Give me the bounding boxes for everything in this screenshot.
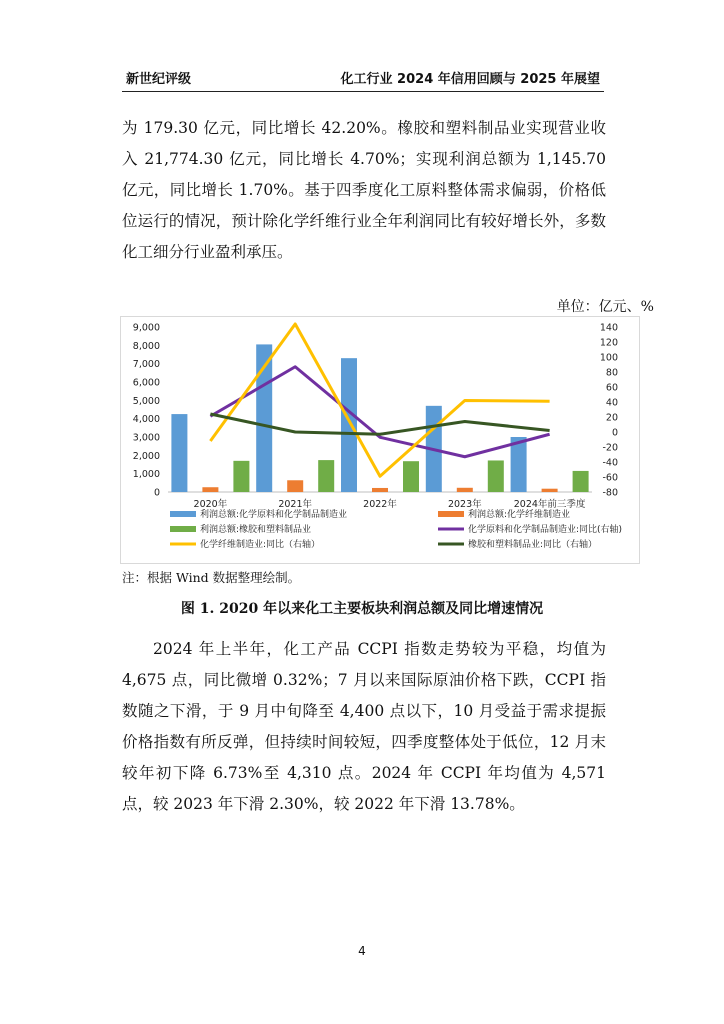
left-axis-tick: 1,000 <box>132 469 160 481</box>
left-axis-tick: 7,000 <box>132 359 160 371</box>
right-axis-tick: -20 <box>602 442 618 454</box>
legend-label: 利润总额:化学纤维制造业 <box>468 510 571 520</box>
legend-label: 利润总额:橡胶和塑料制品业 <box>200 525 312 535</box>
chart-note: 注：根据 Wind 数据整理绘制。 <box>122 570 301 585</box>
legend-swatch <box>170 511 196 517</box>
category-label: 2024年前三季度 <box>513 499 586 510</box>
right-axis-tick: 40 <box>605 397 618 409</box>
left-axis-tick: 9,000 <box>132 322 160 334</box>
left-axis-tick: 5,000 <box>132 395 160 407</box>
bar-series-1 <box>341 358 357 492</box>
category-label: 2022年 <box>363 499 397 510</box>
legend-label: 利润总额:化学原料和化学制品制造业 <box>200 510 348 520</box>
right-axis-tick: -40 <box>602 457 618 469</box>
left-axis-tick: 2,000 <box>132 450 160 462</box>
category-label: 2020年 <box>193 499 228 510</box>
right-axis-tick: 20 <box>605 412 618 424</box>
right-axis-tick: -80 <box>602 487 618 499</box>
header-divider <box>122 91 604 92</box>
bar-series-3 <box>403 461 419 492</box>
bar-series-1 <box>171 414 187 492</box>
left-axis-tick: 3,000 <box>132 432 160 444</box>
paragraph-1: 为 179.30 亿元，同比增长 42.20%。橡胶和塑料制品业实现营业收入 21,774.30 亿元，同比增长 4.70%；实现利润总额为 1,145.70 亿元，同比增长 1.70%。基于四季度化工原料整体需求偏弱，价格低位运行的情况，预计除化学纤维行业全年利润同比有较好增长外，多数化工细分行业盈利承压。 <box>122 119 606 261</box>
paragraph-2: 2024 年上半年，化工产品 CCPI 指数走势较为平稳，均值为 4,675 点，同比微增 0.32%；7 月以来国际原油价格下跌，CCPI 指数随之下滑，于 9 月中旬降至 4,400 点以下，10 月受益于需求提振价格指数有所反弹，但持续时间较短，四季度整体处于低位，12 月末较年初下降 6.73%至 4,310 点。2024 年 CCPI 年均值为 4,571 点，较 2023 年下滑 2.30%，较 2022 年下滑 13.78%。 <box>122 640 606 813</box>
legend-swatch <box>170 526 196 532</box>
right-axis-tick: 140 <box>599 322 618 334</box>
unit-label: 单位：亿元、% <box>556 299 654 315</box>
left-axis-tick: 4,000 <box>132 414 160 426</box>
right-axis-tick: 100 <box>599 352 618 364</box>
profit-chart <box>120 316 640 564</box>
right-axis-tick: 120 <box>599 337 618 349</box>
legend-label: 化学原料和化学制品制造业:同比(右轴) <box>468 525 623 535</box>
legend-label: 橡胶和塑料制品业:同比（右轴） <box>468 540 598 550</box>
left-axis-tick: 8,000 <box>132 340 160 352</box>
category-label: 2021年 <box>278 499 313 510</box>
legend-swatch <box>438 511 464 517</box>
header-report-title: 化工行业 2024 年信用回顾与 2025 年展望 <box>340 72 600 87</box>
bar-series-2 <box>542 489 558 492</box>
right-axis-tick: 0 <box>611 427 618 439</box>
right-axis-tick: 60 <box>605 382 618 394</box>
left-axis-tick: 6,000 <box>132 377 160 389</box>
bar-series-2 <box>202 487 218 492</box>
header-org-name: 新世纪评级 <box>126 72 192 87</box>
figure-caption: 图 1. 2020 年以来化工主要板块利润总额及同比增速情况 <box>180 601 544 617</box>
bar-series-3 <box>488 460 504 492</box>
bar-series-3 <box>233 461 249 492</box>
category-label: 2023年 <box>447 499 482 510</box>
right-axis-tick: -60 <box>602 472 618 484</box>
legend-label: 化学纤维制造业:同比（右轴） <box>200 540 321 550</box>
left-axis-tick: 0 <box>153 487 160 499</box>
bar-series-2 <box>287 480 303 492</box>
bar-series-2 <box>457 488 473 492</box>
bar-series-2 <box>372 488 388 492</box>
page-number: 4 <box>358 944 366 958</box>
bar-series-3 <box>318 460 334 492</box>
right-axis-tick: 80 <box>605 367 618 379</box>
bar-series-3 <box>573 471 589 492</box>
